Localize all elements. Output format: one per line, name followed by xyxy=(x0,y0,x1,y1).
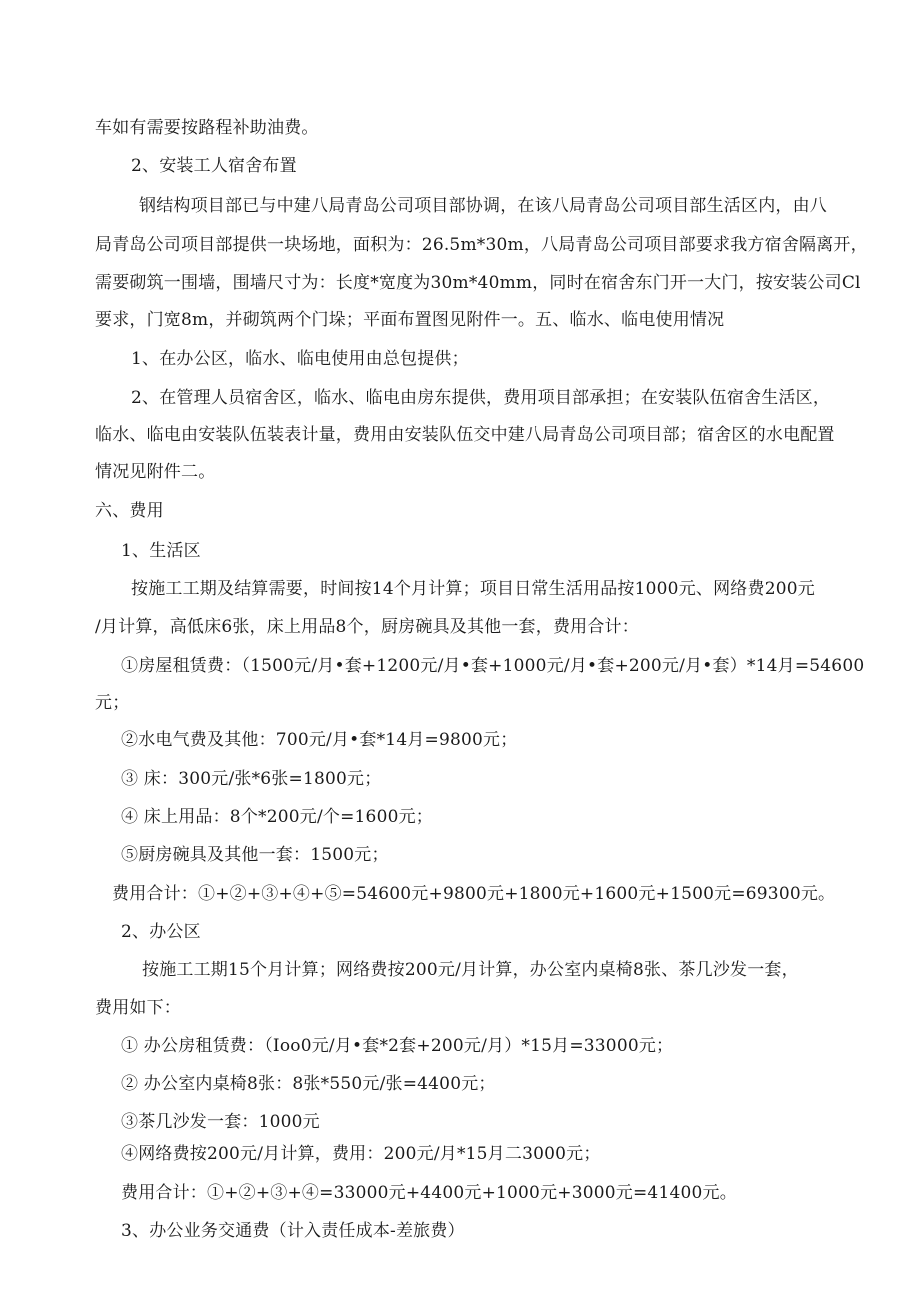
text-line: 按施工工期及结算需要，时间按14个月计算；项目日常生活用品按1000元、网络费200元 xyxy=(131,579,815,599)
cost-item: ②水电气费及其他：700元/月•套*14月=9800元； xyxy=(121,730,518,750)
text-line: 临水、临电由安装队伍装表计量，费用由安装队伍交中建八局青岛公司项目部；宿舍区的水电配置 xyxy=(95,425,835,445)
text-line: 元； xyxy=(95,693,130,713)
list-item: 2、在管理人员宿舍区，临水、临电由房东提供，费用项目部承担；在安装队伍宿舍生活区， xyxy=(131,388,831,408)
section-heading: 1、生活区 xyxy=(121,541,201,561)
text-line: 钢结构项目部已与中建八局青岛公司项目部协调，在该八局青岛公司项目部生活区内，由八 xyxy=(139,196,827,216)
cost-item: ⑤厨房碗具及其他一套：1500元； xyxy=(121,845,389,865)
cost-item: ④网络费按200元/月计算，费用：200元/月*15月二3000元； xyxy=(121,1144,601,1164)
cost-item: ④ 床上用品：8个*200元/个=1600元； xyxy=(121,807,434,827)
text-line: 需要砌筑一围墙，围墙尺寸为：长度*宽度为30m*40mm，同时在宿舍东门开一大门，按安装公司Cl xyxy=(95,273,861,293)
cost-total: 费用合计：①+②+③+④+⑤=54600元+9800元+1800元+1600元+1500元=69300元。 xyxy=(112,884,836,904)
cost-item: ② 办公室内桌椅8张：8张*550元/张=4400元； xyxy=(121,1074,496,1094)
text-line: 车如有需要按路程补助油费。 xyxy=(95,118,319,138)
cost-item: ③ 床：300元/张*6张=1800元； xyxy=(121,769,382,789)
text-line: 局青岛公司项目部提供一块场地，面积为：26.5m*30m，八局青岛公司项目部要求我方宿舍隔离开， xyxy=(95,235,868,255)
list-item: 1、在办公区，临水、临电使用由总包提供； xyxy=(131,349,469,369)
text-line: 按施工工期15个月计算；网络费按200元/月计算，办公室内桌椅8张、茶几沙发一套， xyxy=(142,960,799,980)
text-line: 费用如下： xyxy=(95,998,181,1018)
text-line: /月计算，高低床6张，床上用品8个，厨房碗具及其他一套，费用合计： xyxy=(95,617,639,637)
cost-item: ③茶几沙发一套：1000元 xyxy=(121,1112,320,1132)
text-line: 要求，门宽8m，并砌筑两个门垛；平面布置图见附件一。五、临水、临电使用情况 xyxy=(95,310,725,330)
section-heading: 六、费用 xyxy=(95,501,164,521)
section-heading: 2、办公区 xyxy=(121,922,201,942)
text-line: 情况见附件二。 xyxy=(95,462,216,482)
cost-total: 费用合计：①+②+③+④=33000元+4400元+1000元+3000元=41400元。 xyxy=(121,1183,737,1203)
cost-item: ① 办公房租赁费：（Ioo0元/月•套*2套+200元/月）*15月=33000元； xyxy=(121,1036,674,1056)
section-heading: 3、办公业务交通费（计入责任成本-差旅费） xyxy=(121,1221,465,1241)
section-heading: 2、安装工人宿舍布置 xyxy=(131,156,297,176)
cost-item: ①房屋租赁费：（1500元/月•套+1200元/月•套+1000元/月•套+200元/月•套）*14月=54600 xyxy=(121,656,865,676)
